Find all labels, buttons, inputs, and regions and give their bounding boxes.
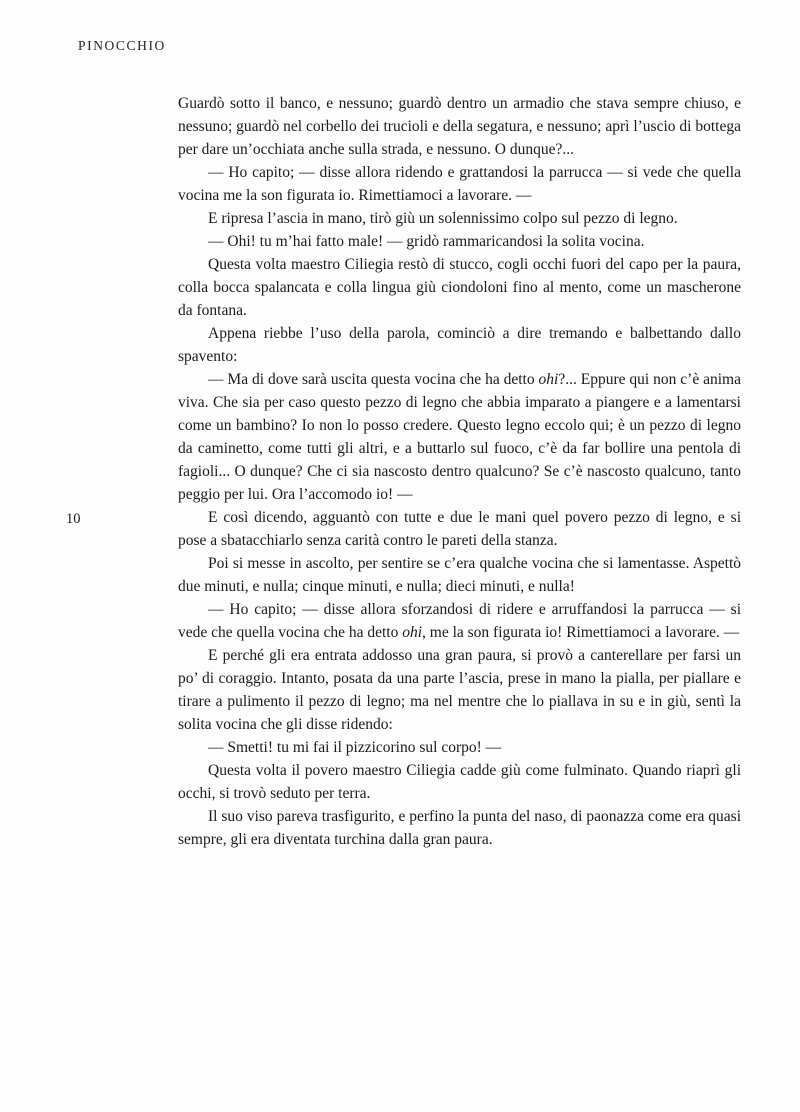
text-run: , me la son figurata io! Rimettiamoci a lavorare. —: [422, 624, 740, 641]
paragraph: [178, 598, 741, 644]
text-run: — Ma di dove sarà uscita questa vocina che ha detto: [208, 371, 539, 388]
text-run: Poi si messe in ascolto, per sentire se c’era qualche vocina che si lamentasse. Aspettò due minuti, e nulla; cinque minuti, e nulla; dieci minuti, e nulla!: [178, 555, 741, 595]
text-run: ?... Eppure qui non c’è anima viva. Che sia per caso questo pezzo di legno che abbia imparato a piangere e a lamentarsi come un bambino? Io non lo posso credere. Questo legno eccolo qui; è un pezzo di legno da caminetto, come tutti gli altri, e a buttarlo sul fuoco, c’è da far bollire una pentola di fagioli... O dunque? Che ci sia nascosto dentro qualcuno? Se c’è nascosto qualcuno, tanto peggio per lui. Ora l’accomodo io! —: [178, 371, 741, 503]
body-text: [178, 92, 741, 851]
paragraph: [178, 253, 741, 322]
text-run: Appena riebbe l’uso della parola, cominciò a dire tremando e balbettando dallo spavento:: [178, 325, 741, 365]
text-run: Guardò sotto il banco, e nessuno; guardò dentro un armadio che stava sempre chiuso, e nessuno; guardò nel corbello dei trucioli e della segatura, e nessuno; aprì l’uscio di bottega per dare un’occhiata anche sulla strada, e nessuno. O dunque?...: [178, 95, 741, 158]
text-run: E ripresa l’ascia in mano, tirò giù un solennissimo colpo sul pezzo di legno.: [208, 210, 678, 227]
paragraph: [178, 805, 741, 851]
paragraph: [178, 161, 741, 207]
text-run: E perché gli era entrata addosso una gran paura, si provò a canterellare per farsi un po’ di coraggio. Intanto, posata da una parte l’ascia, prese in mano la pialla, per piallare e tirare a pulimento il pezzo di legno; ma nel mentre che lo piallava in su e in giù, sentì la solita vocina che gli disse ridendo:: [178, 647, 741, 733]
text-run: E così dicendo, agguantò con tutte e due le mani quel povero pezzo di legno, e si pose a sbatacchiarlo senza carità contro le pareti della stanza.: [178, 509, 741, 549]
text-run: Questa volta il povero maestro Ciliegia cadde giù come fulminato. Quando riaprì gli occhi, si trovò seduto per terra.: [178, 762, 741, 802]
paragraph: [178, 759, 741, 805]
paragraph: [178, 207, 741, 230]
text-run: — Ho capito; — disse allora sforzandosi di ridere e arruffandosi la parrucca — si vede che quella vocina che ha detto: [178, 601, 741, 641]
text-run: Questa volta maestro Ciliegia restò di stucco, cogli occhi fuori del capo per la paura, colla bocca spalancata e colla lingua giù ciondoloni fino al mento, come un mascherone da fontana.: [178, 256, 741, 319]
italic-text-run: ohi: [538, 371, 559, 388]
page-number: 10: [66, 511, 81, 527]
text-run: — Ho capito; — disse allora ridendo e grattandosi la parrucca — si vede che quella vocina me la son figurata io. Rimettiamoci a lavorare. —: [178, 164, 741, 204]
paragraph: [178, 552, 741, 598]
paragraph: [178, 92, 741, 161]
paragraph: [178, 644, 741, 736]
paragraph: [178, 230, 741, 253]
paragraph: [178, 368, 741, 506]
text-run: — Smetti! tu mi fai il pizzicorino sul corpo! —: [208, 739, 502, 756]
paragraph: [178, 506, 741, 552]
paragraph: [178, 322, 741, 368]
italic-text-run: ohi: [402, 624, 423, 641]
running-title: PINOCCHIO: [78, 38, 166, 53]
paragraph: [178, 736, 741, 759]
text-run: — Ohi! tu m’hai fatto male! — gridò rammaricandosi la solita vocina.: [208, 233, 645, 250]
text-run: Il suo viso pareva trasfigurito, e perfino la punta del naso, di paonazza come era quasi sempre, gli era diventata turchina dalla gran paura.: [178, 808, 741, 848]
